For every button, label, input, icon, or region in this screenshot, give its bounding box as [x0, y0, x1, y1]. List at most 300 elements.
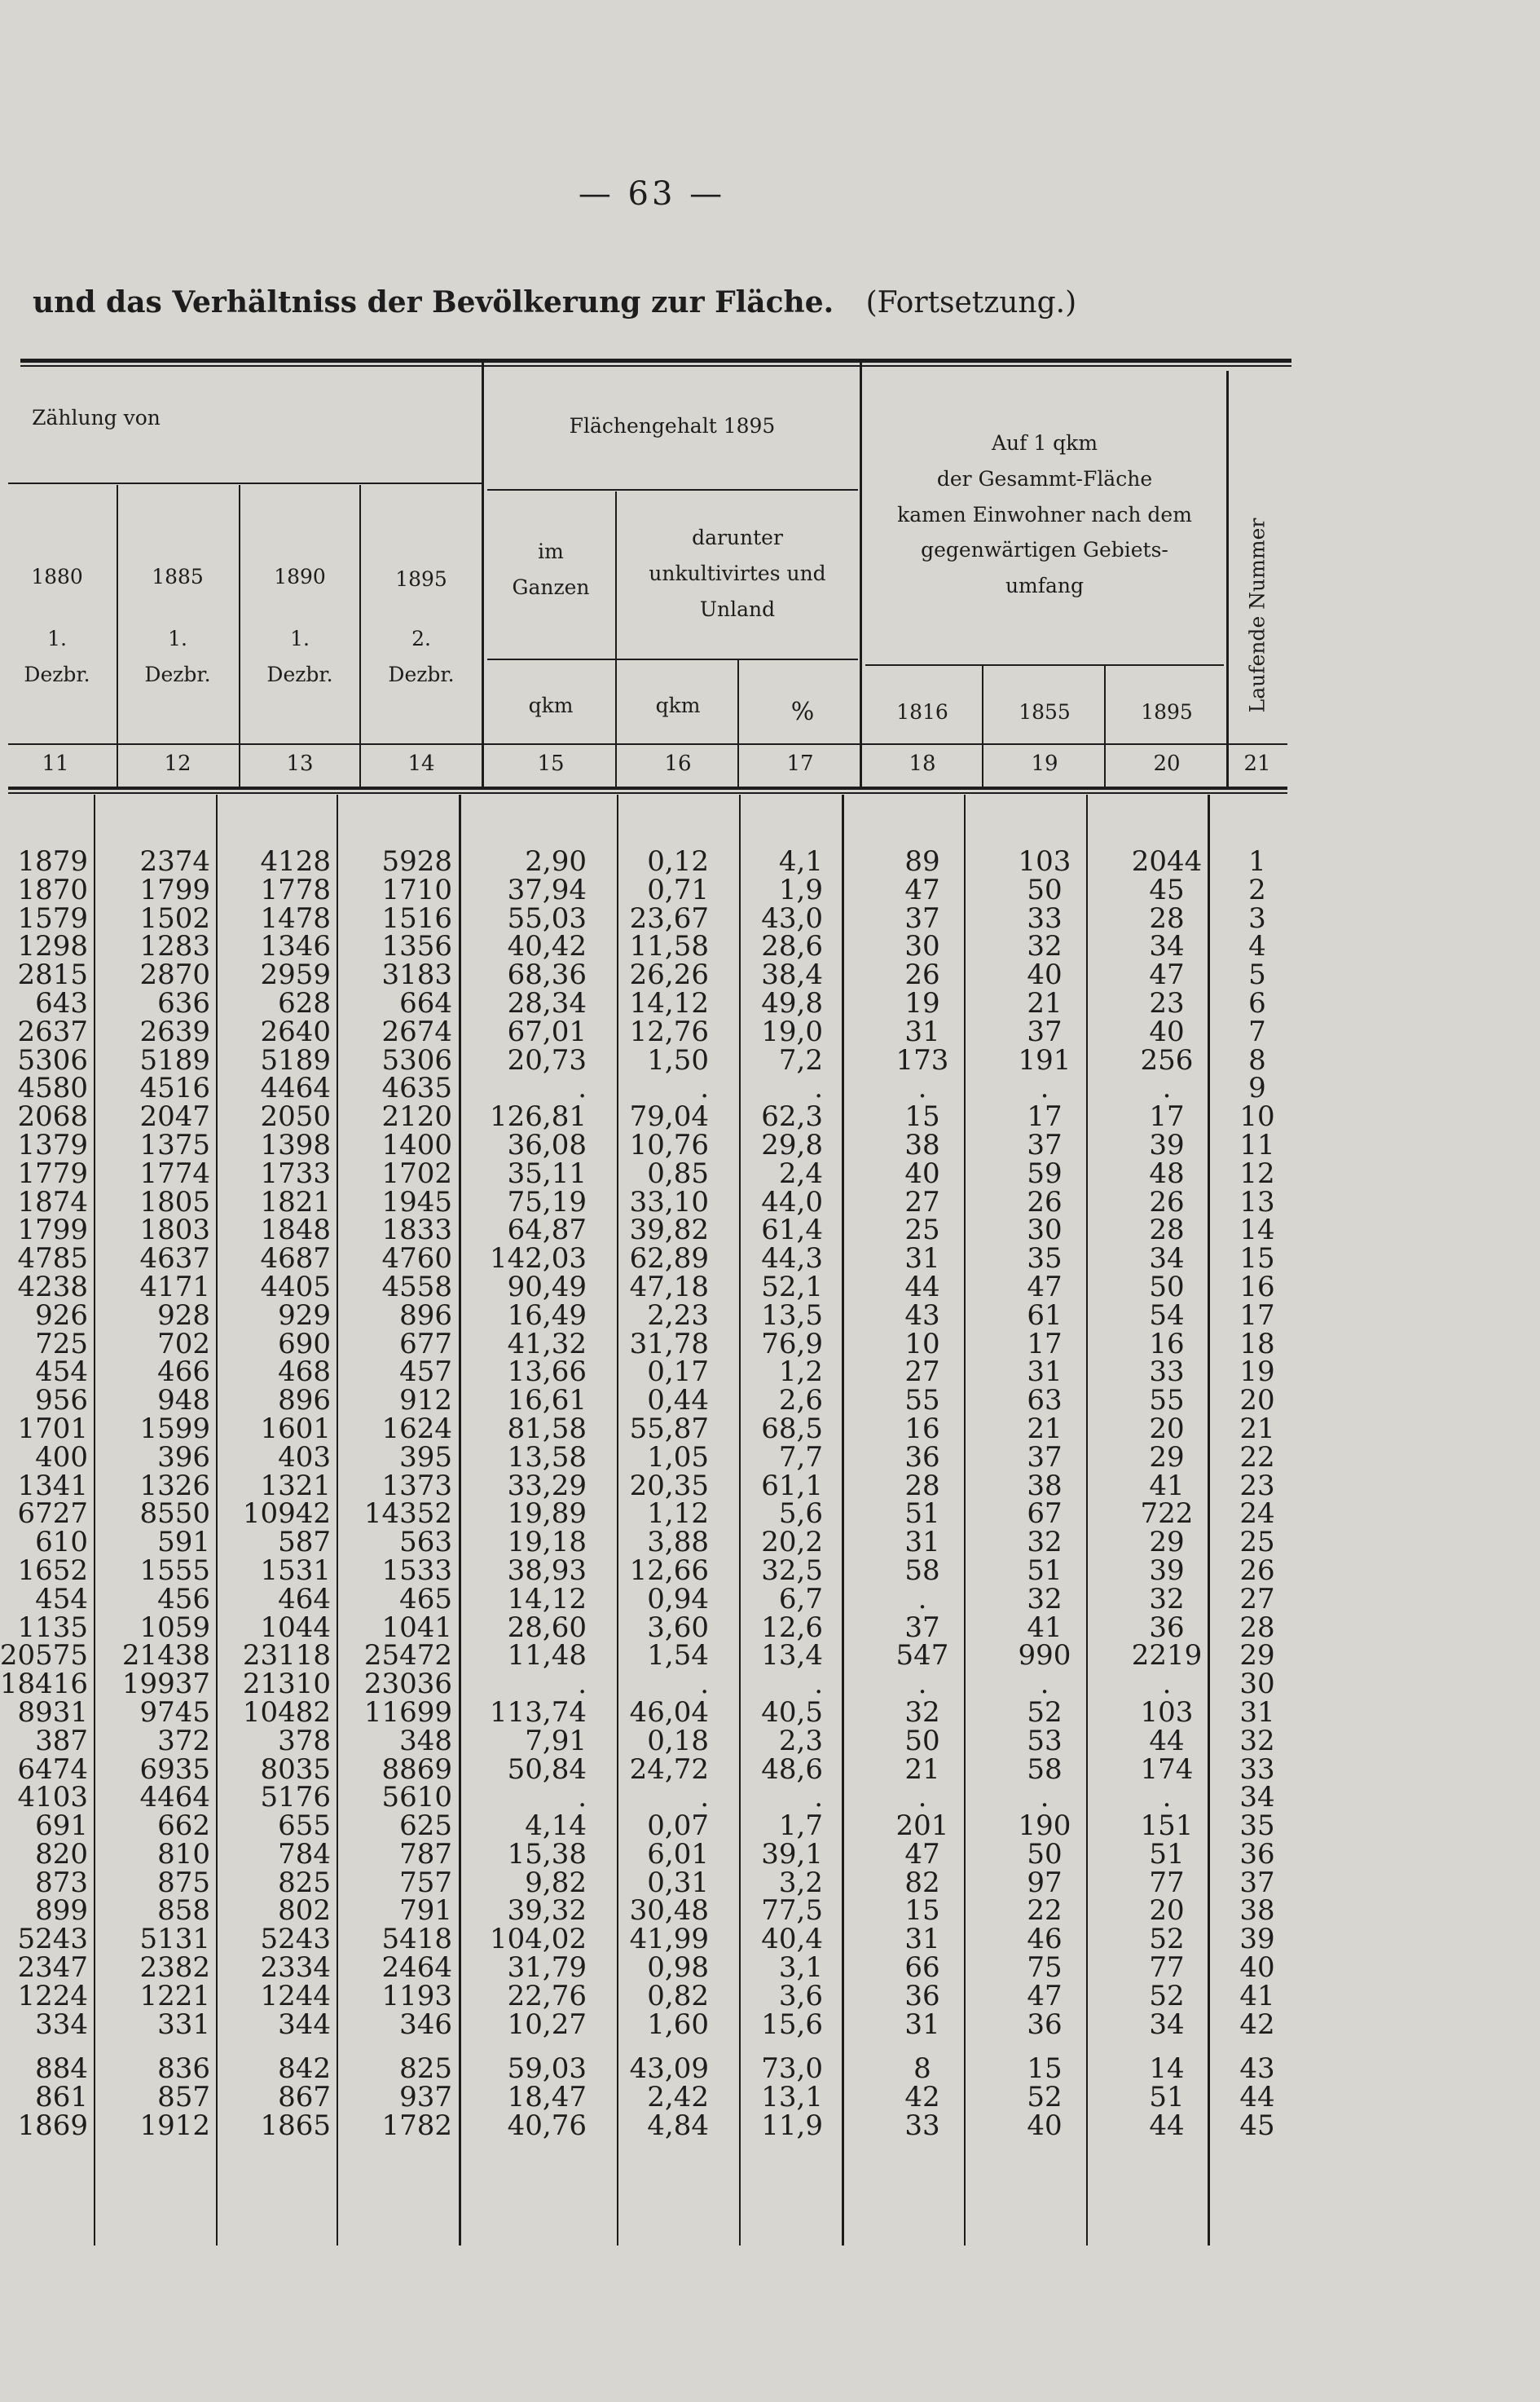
cell-value: 28,6 — [761, 930, 823, 963]
cell-value: 41,32 — [507, 1327, 587, 1360]
cell-value: 61,4 — [761, 1214, 823, 1247]
cell-value: 2334 — [260, 1951, 331, 1985]
cell-value: 2382 — [139, 1951, 210, 1985]
cell-value: 14 — [1149, 2052, 1185, 2086]
vrule-8 — [982, 664, 983, 787]
cell-value: 725 — [35, 1327, 88, 1360]
cell-value: 28 — [1149, 1214, 1185, 1247]
cell-value: 39,82 — [629, 1214, 709, 1247]
cell-value: 33 — [1239, 1752, 1275, 1786]
cell-value: 28 — [904, 1469, 940, 1502]
cell-value: 5610 — [381, 1781, 452, 1814]
cell-value: 465 — [399, 1582, 452, 1615]
cell-value: 372 — [157, 1724, 210, 1757]
cell-value: 6935 — [139, 1752, 210, 1786]
cell-value: 35 — [1027, 1242, 1063, 1276]
cell-value: 97 — [1027, 1866, 1063, 1899]
cell-value: 32 — [1027, 1526, 1063, 1559]
cell-value: 30 — [904, 930, 940, 963]
cell-value: 802 — [278, 1894, 331, 1928]
cell-value: 1044 — [260, 1611, 331, 1644]
cell-value: 33 — [1027, 901, 1063, 935]
table-title — [33, 285, 1076, 320]
cell-value: 33,29 — [507, 1469, 587, 1502]
cell-value: 3,1 — [778, 1951, 823, 1985]
cell-value: 1912 — [139, 2109, 210, 2143]
cell-value: 22 — [1239, 1440, 1275, 1474]
flaeche-underline — [487, 489, 858, 491]
cell-value: 52 — [1149, 1979, 1185, 2012]
cell-value: 23 — [1239, 1469, 1275, 1502]
cell-value: 346 — [399, 2008, 452, 2041]
cell-value: 75,19 — [507, 1185, 587, 1219]
cell-value: 29 — [1149, 1526, 1185, 1559]
cell-value: 17 — [1239, 1298, 1275, 1332]
cell-value: 1059 — [139, 1611, 210, 1644]
cell-value: 1652 — [17, 1554, 88, 1587]
header-bottom-rule — [8, 743, 1287, 745]
cell-value: 22 — [1027, 1894, 1063, 1928]
cell-value: 937 — [399, 2081, 452, 2114]
header-density-1855: 1855 — [1019, 700, 1071, 724]
header-im: im — [538, 540, 564, 563]
title-main: und das Verhältniss der Bevölkerung zur Fläche. — [33, 285, 834, 320]
cell-value: 5189 — [260, 1043, 331, 1077]
cell-value: 19,89 — [507, 1497, 587, 1531]
cell-value: 51 — [1149, 2081, 1185, 2114]
cell-value: 2,23 — [647, 1298, 709, 1332]
header-auf-line3: kamen Einwohner nach dem — [897, 502, 1192, 527]
cell-value: 50,84 — [507, 1752, 587, 1786]
cell-value: 2347 — [17, 1951, 88, 1985]
cell-value: 12,76 — [629, 1015, 709, 1048]
cell-value: 21438 — [121, 1639, 210, 1673]
cell-value: 1,2 — [778, 1355, 823, 1389]
colnum-18: 18 — [909, 751, 936, 776]
cell-value: 21 — [1239, 1412, 1275, 1445]
cell-value: 48,6 — [761, 1752, 823, 1786]
cell-value: 32 — [1239, 1724, 1275, 1757]
cell-value: 14,12 — [507, 1582, 587, 1615]
header-auf-line1: Auf 1 qkm — [991, 431, 1098, 455]
cell-value: 59 — [1027, 1157, 1063, 1190]
cell-value: 456 — [157, 1582, 210, 1615]
cell-value: . — [917, 1582, 927, 1615]
cell-value: 1782 — [381, 2109, 452, 2143]
cell-value: 76,9 — [761, 1327, 823, 1360]
cell-value: 82 — [904, 1866, 940, 1899]
header-year-1880: 1880 — [31, 565, 83, 588]
colnum-16: 16 — [664, 751, 692, 776]
cell-value: 1624 — [381, 1412, 452, 1445]
body-vrule-10 — [1208, 795, 1210, 2246]
cell-value: 1,7 — [778, 1809, 823, 1843]
cell-value: 28 — [1239, 1611, 1275, 1644]
cell-value: 40 — [1027, 2109, 1063, 2143]
cell-value: 4,84 — [647, 2109, 709, 2143]
cell-value: 190 — [1018, 1809, 1071, 1843]
cell-value: 2,90 — [525, 845, 587, 878]
cell-value: 39,1 — [761, 1837, 823, 1871]
cell-value: 1398 — [260, 1128, 331, 1161]
cell-value: 884 — [35, 2052, 88, 2086]
cell-value: 36 — [904, 1440, 940, 1474]
cell-value: 1799 — [17, 1214, 88, 1247]
cell-value: 396 — [157, 1440, 210, 1474]
cell-value: 1135 — [17, 1611, 88, 1644]
cell-value: 30 — [1239, 1668, 1275, 1701]
cell-value: . — [1162, 1668, 1172, 1701]
cell-value: 19 — [904, 986, 940, 1020]
cell-value: 836 — [157, 2052, 210, 2086]
header-date-1880 — [24, 621, 90, 693]
cell-value: 8035 — [260, 1752, 331, 1786]
colnum-20: 20 — [1153, 751, 1181, 776]
cell-value: 36 — [1239, 1837, 1275, 1871]
cell-value: 1,60 — [647, 2008, 709, 2041]
cell-value: 7,2 — [778, 1043, 823, 1077]
cell-value: 4 — [1248, 930, 1266, 963]
cell-value: 4558 — [381, 1270, 452, 1303]
cell-value: 39 — [1149, 1128, 1185, 1161]
body-vrule-8 — [964, 795, 966, 2246]
cell-value: 2815 — [17, 959, 88, 992]
cell-value: 23036 — [363, 1668, 452, 1701]
cell-value: 655 — [278, 1809, 331, 1843]
cell-value: 0,07 — [647, 1809, 709, 1843]
cell-value: 13,5 — [761, 1298, 823, 1332]
cell-value: 20575 — [0, 1639, 88, 1673]
colnum-bottom-rule-thin — [8, 792, 1287, 794]
cell-value: 2674 — [381, 1015, 452, 1048]
cell-value: 47 — [1149, 959, 1185, 992]
cell-value: 0,31 — [647, 1866, 709, 1899]
vrule-3 — [359, 485, 361, 787]
cell-value: 2120 — [381, 1100, 452, 1134]
cell-value: 2047 — [139, 1100, 210, 1134]
cell-value: 4,14 — [525, 1809, 587, 1843]
header-auf-line5: umfang — [1005, 574, 1085, 597]
cell-value: 3183 — [381, 959, 452, 992]
cell-value: 47 — [904, 873, 940, 906]
cell-value: 1799 — [139, 873, 210, 906]
cell-value: 3,88 — [647, 1526, 709, 1559]
cell-value: 4687 — [260, 1242, 331, 1276]
cell-value: 55,87 — [629, 1412, 709, 1445]
cell-value: 2959 — [260, 959, 331, 992]
cell-value: 1601 — [260, 1412, 331, 1445]
cell-value: 40,42 — [507, 930, 587, 963]
cell-value: 38 — [1027, 1469, 1063, 1502]
cell-value: 1341 — [17, 1469, 88, 1502]
cell-value: 174 — [1140, 1752, 1194, 1786]
cell-value: 400 — [35, 1440, 88, 1474]
cell-value: . — [1162, 1781, 1172, 1814]
colnum-bottom-rule — [8, 787, 1287, 790]
cell-value: 7,7 — [778, 1440, 823, 1474]
cell-value: 40 — [1027, 959, 1063, 992]
cell-value: 395 — [399, 1440, 452, 1474]
cell-value: 40,76 — [507, 2109, 587, 2143]
cell-value: 25 — [1239, 1526, 1275, 1559]
cell-value: 46 — [1027, 1923, 1063, 1956]
cell-value: 4464 — [139, 1781, 210, 1814]
cell-value: 20,73 — [507, 1043, 587, 1077]
cell-value: 1870 — [17, 873, 88, 906]
header-date-1890 — [266, 621, 332, 693]
cell-value: 191 — [1018, 1043, 1071, 1077]
title-continuation: (Fortsetzung.) — [865, 286, 1077, 320]
cell-value: 8 — [1248, 1043, 1266, 1077]
cell-value: 4785 — [17, 1242, 88, 1276]
cell-value: 43 — [904, 1298, 940, 1332]
cell-value: 43 — [1239, 2052, 1275, 2086]
vrule-6 — [737, 660, 739, 787]
vrule-9 — [1104, 664, 1106, 787]
cell-value: 23,67 — [629, 901, 709, 935]
cell-value: 4516 — [139, 1072, 210, 1105]
cell-value: 1400 — [381, 1128, 452, 1161]
cell-value: 11,58 — [629, 930, 709, 963]
cell-value: 5306 — [17, 1043, 88, 1077]
cell-value: 47 — [1027, 1979, 1063, 2012]
cell-value: 1224 — [17, 1979, 88, 2012]
header-ganzen: Ganzen — [512, 575, 590, 599]
cell-value: 45 — [1239, 2109, 1275, 2143]
cell-value: 75 — [1027, 1951, 1063, 1985]
cell-value: 51 — [1027, 1554, 1063, 1587]
cell-value: 1298 — [17, 930, 88, 963]
cell-value: 201 — [895, 1809, 949, 1843]
cell-value: 10482 — [242, 1695, 331, 1729]
cell-value: 457 — [399, 1355, 452, 1389]
cell-value: 9,82 — [525, 1866, 587, 1899]
cell-value: 31,78 — [629, 1327, 709, 1360]
header-laufende-nummer: Laufende Nummer — [1245, 518, 1269, 713]
cell-value: 12 — [1239, 1157, 1275, 1190]
colnum-17: 17 — [786, 751, 814, 776]
cell-value: 38,4 — [761, 959, 823, 992]
cell-value: 67 — [1027, 1497, 1063, 1531]
cell-value: 1,50 — [647, 1043, 709, 1077]
cell-value: 63 — [1027, 1384, 1063, 1417]
cell-value: 1326 — [139, 1469, 210, 1502]
cell-value: 47 — [904, 1837, 940, 1871]
cell-value: 1283 — [139, 930, 210, 963]
cell-value: 1710 — [381, 873, 452, 906]
cell-value: 41 — [1027, 1611, 1063, 1644]
colnum-12: 12 — [164, 751, 191, 776]
cell-value: 44,3 — [761, 1242, 823, 1276]
cell-value: 1193 — [381, 1979, 452, 2012]
body-vrule-9 — [1086, 795, 1088, 2246]
cell-value: 6474 — [17, 1752, 88, 1786]
cell-value: 33 — [904, 2109, 940, 2143]
cell-value: 34 — [1239, 1781, 1275, 1814]
cell-value: 26 — [1149, 1185, 1185, 1219]
cell-value: 38 — [1239, 1894, 1275, 1928]
unit-percent: % — [790, 698, 815, 726]
cell-value: 19,18 — [507, 1526, 587, 1559]
cell-value: 825 — [278, 1866, 331, 1899]
cell-value: 2,4 — [778, 1157, 823, 1190]
cell-value: 126,81 — [490, 1100, 587, 1134]
cell-value: 858 — [157, 1894, 210, 1928]
cell-value: 875 — [157, 1866, 210, 1899]
cell-value: 1701 — [17, 1412, 88, 1445]
cell-value: 1774 — [139, 1157, 210, 1190]
unit-qkm-unkult: qkm — [655, 694, 701, 717]
cell-value: 16 — [1239, 1270, 1275, 1303]
cell-value: 464 — [278, 1582, 331, 1615]
cell-value: 3 — [1248, 901, 1266, 935]
cell-value: 41 — [1149, 1469, 1185, 1502]
cell-value: 1375 — [139, 1128, 210, 1161]
cell-value: 3,6 — [778, 1979, 823, 2012]
cell-value: 5243 — [260, 1923, 331, 1956]
cell-value: 16 — [1149, 1327, 1185, 1360]
cell-value: 62,3 — [761, 1100, 823, 1134]
cell-value: 643 — [35, 986, 88, 1020]
cell-value: 40 — [1149, 1015, 1185, 1048]
cell-value: 18 — [1239, 1327, 1275, 1360]
cell-value: 1833 — [381, 1214, 452, 1247]
cell-value: 4128 — [260, 845, 331, 878]
cell-value: 1502 — [139, 901, 210, 935]
cell-value: 31 — [1027, 1355, 1063, 1389]
vrule-10 — [1226, 371, 1229, 787]
header-auf-line2: der Gesammt-Fläche — [936, 466, 1153, 491]
cell-value: 39,32 — [507, 1894, 587, 1928]
cell-value: 15,6 — [761, 2008, 823, 2041]
cell-value: 27 — [904, 1185, 940, 1219]
cell-value: 79,04 — [629, 1100, 709, 1134]
cell-value: . — [917, 1072, 927, 1105]
cell-value: 29 — [1149, 1440, 1185, 1474]
cell-value: 14,12 — [629, 986, 709, 1020]
top-double-rule — [20, 359, 1291, 363]
cell-value: 6,01 — [647, 1837, 709, 1871]
cell-value: 17 — [1027, 1327, 1063, 1360]
cell-value: 4103 — [17, 1781, 88, 1814]
header-year-1890: 1890 — [274, 565, 326, 588]
cell-value: 13 — [1239, 1185, 1275, 1219]
zaehlung-underline — [8, 483, 482, 484]
cell-value: 1356 — [381, 930, 452, 963]
cell-value: 26 — [1027, 1185, 1063, 1219]
cell-value: 67,01 — [507, 1015, 587, 1048]
cell-value: 48 — [1149, 1157, 1185, 1190]
cell-value: 12,66 — [629, 1554, 709, 1587]
cell-value: 50 — [1027, 1837, 1063, 1871]
cell-value: 31 — [904, 1015, 940, 1048]
header-date-1895-month: Dezbr. — [388, 662, 455, 686]
colnum-15: 15 — [537, 751, 565, 776]
cell-value: 40,4 — [761, 1923, 823, 1956]
cell-value: 16,49 — [507, 1298, 587, 1332]
cell-value: 662 — [157, 1809, 210, 1843]
cell-value: 677 — [399, 1327, 452, 1360]
cell-value: 956 — [35, 1384, 88, 1417]
cell-value: 722 — [1140, 1497, 1194, 1531]
cell-value: 1869 — [17, 2109, 88, 2143]
cell-value: 1879 — [17, 845, 88, 878]
cell-value: 142,03 — [490, 1242, 587, 1276]
cell-value: 5306 — [381, 1043, 452, 1077]
cell-value: 52 — [1149, 1923, 1185, 1956]
cell-value: 16,61 — [507, 1384, 587, 1417]
cell-value: 861 — [35, 2081, 88, 2114]
cell-value: 13,66 — [507, 1355, 587, 1389]
cell-value: 44 — [1149, 1724, 1185, 1757]
density-units-rule — [865, 664, 1224, 666]
cell-value: 610 — [35, 1526, 88, 1559]
cell-value: 28,34 — [507, 986, 587, 1020]
cell-value: 1945 — [381, 1185, 452, 1219]
cell-value: 791 — [399, 1894, 452, 1928]
cell-value: 1865 — [260, 2109, 331, 2143]
cell-value: 857 — [157, 2081, 210, 2114]
header-flaechengehalt: Flächengehalt 1895 — [569, 414, 776, 438]
header-density-1895: 1895 — [1141, 700, 1193, 724]
cell-value: 52 — [1027, 2081, 1063, 2114]
header-date-1885 — [144, 621, 210, 693]
cell-value: 1555 — [139, 1554, 210, 1587]
cell-value: 842 — [278, 2052, 331, 2086]
cell-value: 10,27 — [507, 2008, 587, 2041]
cell-value: 13,1 — [761, 2081, 823, 2114]
header-date-1885-month: Dezbr. — [144, 662, 211, 686]
cell-value: 73,0 — [761, 2052, 823, 2086]
cell-value: 42 — [1239, 2008, 1275, 2041]
cell-value: 1478 — [260, 901, 331, 935]
header-date-1890-month: Dezbr. — [266, 662, 333, 686]
body-vrule-1 — [94, 795, 95, 2246]
cell-value: 61 — [1027, 1298, 1063, 1332]
cell-value: 15 — [1239, 1242, 1275, 1276]
cell-value: 1516 — [381, 901, 452, 935]
cell-value: 20 — [1149, 1412, 1185, 1445]
cell-value: 896 — [278, 1384, 331, 1417]
cell-value: 151 — [1140, 1809, 1194, 1843]
cell-value: 702 — [157, 1327, 210, 1360]
cell-value: 58 — [904, 1554, 940, 1587]
cell-value: 547 — [895, 1639, 949, 1673]
cell-value: 53 — [1027, 1724, 1063, 1757]
vrule-4 — [482, 363, 484, 787]
cell-value: 37,94 — [507, 873, 587, 906]
cell-value: 50 — [904, 1724, 940, 1757]
header-darunter — [649, 520, 825, 627]
cell-value: 34 — [1149, 2008, 1185, 2041]
cell-value: . — [578, 1781, 587, 1814]
cell-value: 20 — [1149, 1894, 1185, 1928]
cell-value: 1346 — [260, 930, 331, 963]
cell-value: 591 — [157, 1526, 210, 1559]
cell-value: 34 — [1149, 1242, 1185, 1276]
cell-value: 54 — [1149, 1298, 1185, 1332]
cell-value: 4637 — [139, 1242, 210, 1276]
cell-value: 68,5 — [761, 1412, 823, 1445]
cell-value: 4238 — [17, 1270, 88, 1303]
cell-value: 378 — [278, 1724, 331, 1757]
header-date-1895 — [388, 621, 454, 693]
cell-value: 68,36 — [507, 959, 587, 992]
header-zaehlung: Zählung von — [32, 406, 161, 430]
cell-value: 49,8 — [761, 986, 823, 1020]
cell-value: 41,99 — [629, 1923, 709, 1956]
cell-value: 1702 — [381, 1157, 452, 1190]
